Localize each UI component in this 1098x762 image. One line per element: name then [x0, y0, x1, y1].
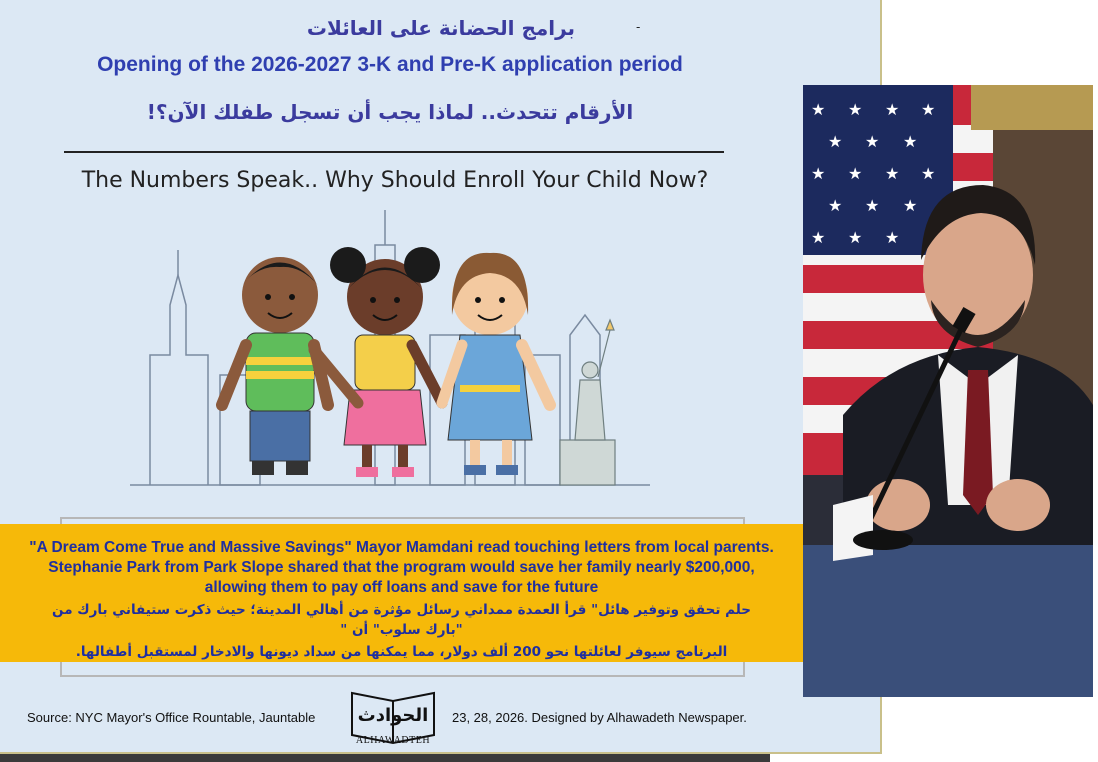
svg-text:★: ★ [848, 100, 863, 119]
quote-box [0, 524, 803, 662]
logo-text: الحوادث [357, 705, 429, 726]
credit-text: 23, 28, 2026. Designed by Alhawadeth Newspaper. [452, 710, 747, 725]
svg-text:★: ★ [865, 132, 880, 151]
children-illustration [130, 205, 660, 495]
bottom-strip [0, 754, 770, 762]
svg-text:★: ★ [921, 164, 936, 183]
stray-mark: - [636, 20, 641, 34]
svg-text:★: ★ [903, 196, 918, 215]
svg-text:★: ★ [828, 196, 843, 215]
english-title: Opening of the 2026-2027 3-K and Pre-K application period [97, 53, 683, 76]
quote-line-1: "A Dream Come True and Massive Savings" Mayor Mamdani read touching letters from local parents. [29, 539, 774, 556]
divider-line [64, 151, 724, 153]
quote-line-3: allowing them to pay off loans and save for the future [204, 579, 599, 596]
quote-line-2: Stephanie Park from Park Slope shared that the program would save her family nearly $200,000, [48, 559, 755, 576]
svg-text:★: ★ [885, 164, 900, 183]
svg-text:★: ★ [903, 132, 918, 151]
quote-arabic-2: البرنامج سيوفر لعائلتها نحو 200 ألف دولار، مما يمكنها من سداد ديونها والادخار لمستقبل أطفالها. [75, 644, 728, 660]
svg-text:★: ★ [885, 228, 900, 247]
svg-text:★: ★ [811, 228, 826, 247]
speaker-photo [803, 85, 1093, 697]
svg-text:★: ★ [828, 132, 843, 151]
svg-text:★: ★ [848, 164, 863, 183]
svg-text:★: ★ [885, 100, 900, 119]
quote-arabic-1: حلم تحقق وتوفير هائل" قرأ العمدة ممداني رسائل مؤثرة من أهالي المدينة؛ حيث ذكرت ستيفاني بارك من "بارك سلوب" أن " [52, 602, 751, 638]
svg-text:★: ★ [921, 100, 936, 119]
source-text: Source: NYC Mayor's Office Rountable, Jauntable [27, 710, 316, 725]
arabic-title: برامج الحضانة على العائلات [306, 16, 576, 40]
svg-text:★: ★ [865, 196, 880, 215]
svg-text:★: ★ [811, 164, 826, 183]
arabic-subtitle: الأرقام تتحدث.. لماذا يجب أن تسجل طفلك الآن؟! [146, 100, 634, 124]
logo-caption: ALHAWADTEH [355, 735, 431, 746]
svg-text:★: ★ [848, 228, 863, 247]
numbers-heading: The Numbers Speak.. Why Should Enroll Your Child Now? [81, 168, 709, 193]
svg-text:★: ★ [811, 100, 826, 119]
